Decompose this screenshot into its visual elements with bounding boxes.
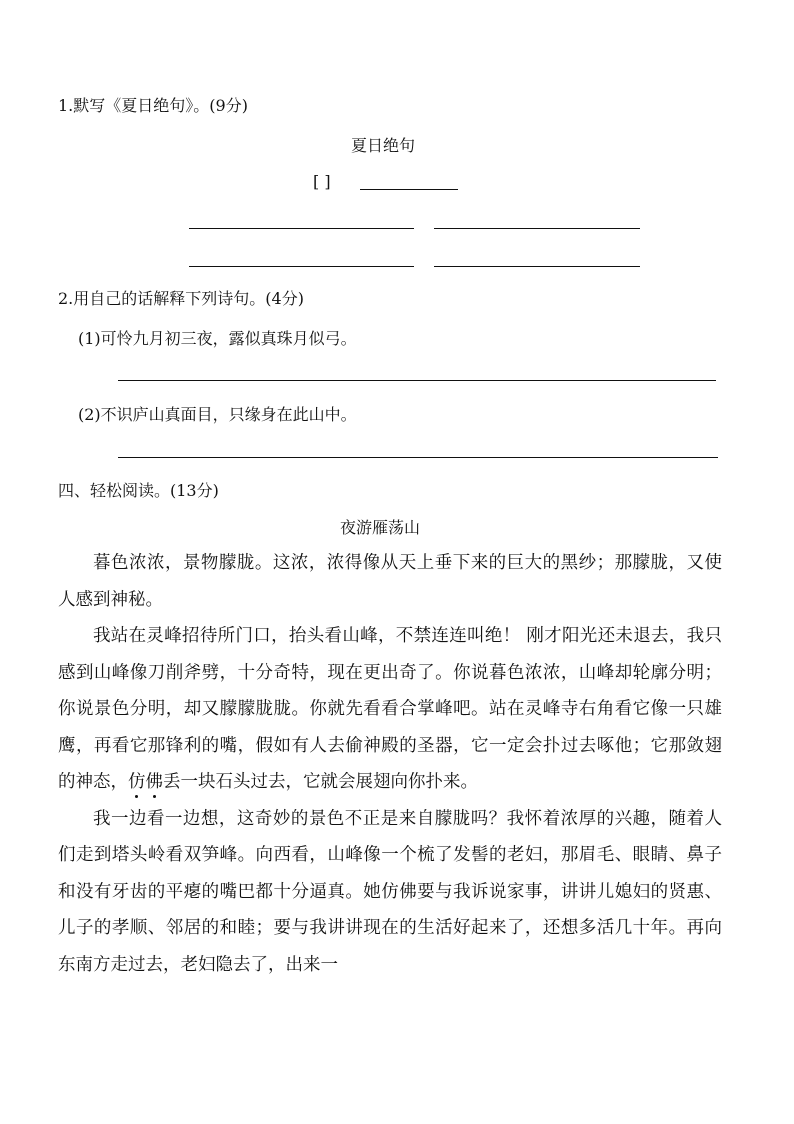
paragraph-2-part-b: 丢一块石头过去，它就会展翅向你扑来。 <box>163 772 478 792</box>
paragraph-3: 我一边看一边想，这奇妙的景色不正是来自朦胧吗？我怀着浓厚的兴趣，随着人们走到塔头岭看双笋峰。向西看，山峰像一个梳了发髻的老妇，那眉毛、眼睛、鼻子和没有牙齿的平瘪的嘴巴都十分逼真。她仿佛要与我诉说家事，讲讲儿媳妇的贤惠、儿子的孝顺、邻居的和睦；要与我讲讲现在的生活好起来了，还想多活几十年。再向东南方走过去，老妇隐去了，出来一 <box>58 808 722 975</box>
poem-line-1-blank[interactable] <box>189 228 414 229</box>
poet-dynasty-bracket: [ ] <box>313 172 331 191</box>
question-2-prompt: 2.用自己的话解释下列诗句。(4分) <box>58 289 304 308</box>
section-4-heading: 四、轻松阅读。(13分) <box>58 481 219 500</box>
passage-body <box>58 545 722 983</box>
paragraph-2 <box>58 618 722 801</box>
poem-title: 夏日绝句 <box>351 136 416 155</box>
dotted-char-fang: 仿 <box>128 772 146 792</box>
dotted-char-fu: 佛 <box>145 772 163 792</box>
poem-line-3-blank[interactable] <box>189 266 414 267</box>
question-2-item-1: (1)可怜九月初三夜，露似真珠月似弓。 <box>78 329 357 348</box>
paragraph-1: 暮色浓浓，景物朦胧。这浓，浓得像从天上垂下来的巨大的黑纱；那朦胧，又使人感到神秘。 <box>58 553 722 610</box>
paragraph-2-part-a: 我站在灵峰招待所门口，抬头看山峰，不禁连连叫绝！ 刚才阳光还未退去，我只感到山峰像刀削斧劈，十分奇特，现在更出奇了。你说暮色浓浓，山峰却轮廓分明；你说景色分明，却又朦朦胧胧。你就先看看合掌峰吧。站在灵峰寺右角看它像一只雄鹰，再看它那锋利的嘴，假如有人去偷神殿的圣器，它一定会扑过去啄他；它那敛翅的神态， <box>58 626 722 792</box>
question-1-prompt: 1.默写《夏日绝句》。(9分) <box>58 96 248 115</box>
author-blank-line[interactable] <box>360 189 458 190</box>
answer-line-1[interactable] <box>118 380 716 381</box>
poem-line-2-blank[interactable] <box>434 228 640 229</box>
poem-line-4-blank[interactable] <box>434 266 640 267</box>
passage-title: 夜游雁荡山 <box>340 518 421 537</box>
question-2-item-2: (2)不识庐山真面目，只缘身在此山中。 <box>78 405 357 424</box>
answer-line-2[interactable] <box>118 457 718 458</box>
